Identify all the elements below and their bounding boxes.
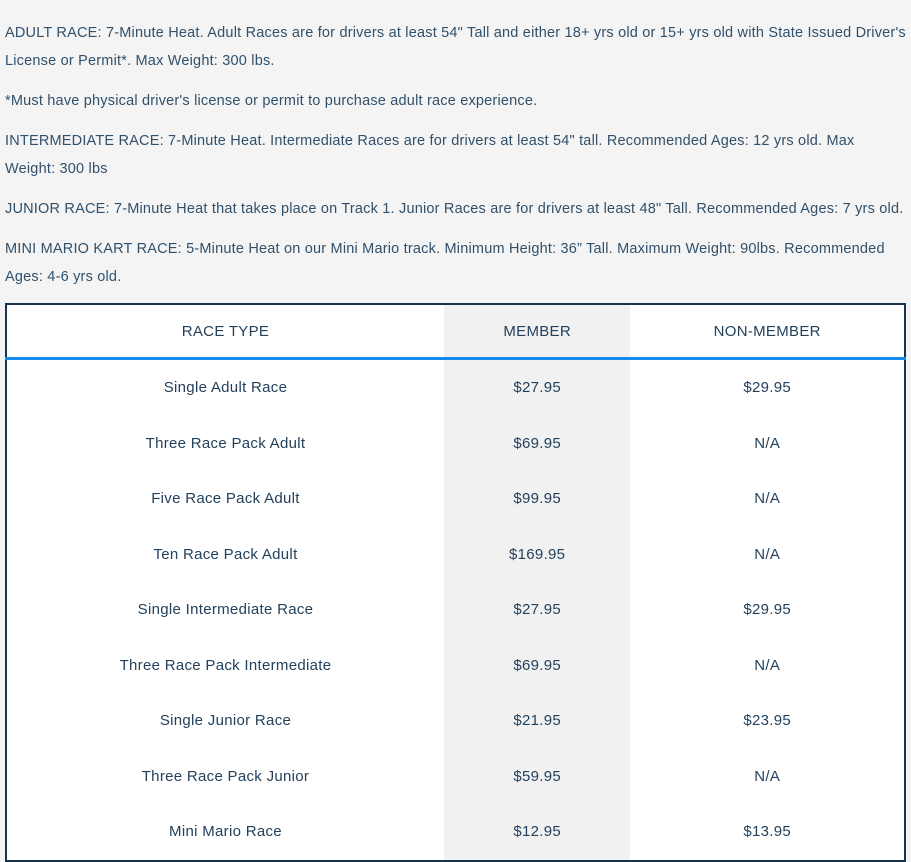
non-member-price-cell: N/A bbox=[754, 545, 781, 563]
table-row bbox=[6, 416, 905, 472]
table-row bbox=[6, 527, 905, 583]
race-type-cell: Mini Mario Race bbox=[169, 823, 282, 841]
intermediate-race-description: INTERMEDIATE RACE: 7-Minute Heat. Intermediate Races are for drivers at least 54" tall. Recommended Ages: 12 yrs old. Max Weight: 300 lbs bbox=[5, 133, 855, 177]
adult-race-footnote: *Must have physical driver's license or permit to purchase adult race experience. bbox=[5, 93, 538, 109]
non-member-price-cell: N/A bbox=[754, 434, 781, 452]
table-row bbox=[6, 693, 905, 749]
member-price-cell: $69.95 bbox=[444, 416, 630, 472]
non-member-price-cell: N/A bbox=[754, 767, 781, 785]
non-member-price-cell: $13.95 bbox=[743, 823, 792, 841]
column-header-race-type: RACE TYPE bbox=[6, 304, 444, 359]
race-type-cell: Three Race Pack Adult bbox=[145, 434, 306, 452]
member-price-cell: $99.95 bbox=[444, 471, 630, 527]
race-type-cell: Three Race Pack Junior bbox=[141, 767, 310, 785]
non-member-price-cell: N/A bbox=[754, 656, 781, 674]
member-price-cell: $169.95 bbox=[444, 527, 630, 583]
member-price-cell: $69.95 bbox=[444, 638, 630, 694]
table-header-row bbox=[6, 304, 905, 359]
member-price-cell: $12.95 bbox=[444, 804, 630, 861]
table-row bbox=[6, 804, 905, 861]
race-type-cell: Single Intermediate Race bbox=[137, 601, 314, 619]
column-header-non-member: NON-MEMBER bbox=[630, 304, 905, 359]
column-header-member: MEMBER bbox=[444, 304, 630, 359]
mini-mario-race-description: MINI MARIO KART RACE: 5-Minute Heat on our Mini Mario track. Minimum Height: 36” Tall. Maximum Weight: 90lbs. Recommended Ages: 4-6 yrs old. bbox=[5, 241, 885, 285]
pricing-table bbox=[5, 303, 906, 862]
non-member-price-cell: $29.95 bbox=[743, 601, 792, 619]
table-row bbox=[6, 638, 905, 694]
table-row bbox=[6, 471, 905, 527]
member-price-cell: $27.95 bbox=[444, 582, 630, 638]
table-row bbox=[6, 749, 905, 805]
member-price-cell: $21.95 bbox=[444, 693, 630, 749]
race-type-cell: Three Race Pack Intermediate bbox=[119, 656, 332, 674]
non-member-price-cell: N/A bbox=[754, 490, 781, 508]
race-type-cell: Single Junior Race bbox=[159, 712, 292, 730]
non-member-price-cell: $29.95 bbox=[743, 379, 792, 397]
member-price-cell: $59.95 bbox=[444, 749, 630, 805]
table-row bbox=[6, 359, 905, 416]
adult-race-description: ADULT RACE: 7-Minute Heat. Adult Races are for drivers at least 54" Tall and either 18+ yrs old or 15+ yrs old with State Issued Driver's License or Permit*. Max Weight: 300 lbs. bbox=[5, 25, 906, 69]
race-type-cell: Ten Race Pack Adult bbox=[153, 545, 298, 563]
race-type-cell: Five Race Pack Adult bbox=[151, 490, 300, 508]
junior-race-description: JUNIOR RACE: 7-Minute Heat that takes place on Track 1. Junior Races are for drivers at least 48" Tall. Recommended Ages: 7 yrs old. bbox=[5, 201, 904, 217]
member-price-cell: $27.95 bbox=[444, 359, 630, 416]
race-type-cell: Single Adult Race bbox=[163, 379, 288, 397]
table-row bbox=[6, 582, 905, 638]
non-member-price-cell: $23.95 bbox=[743, 712, 792, 730]
